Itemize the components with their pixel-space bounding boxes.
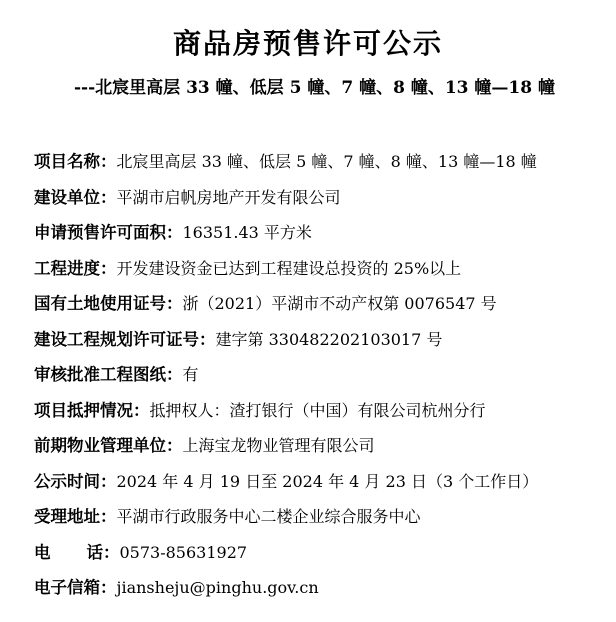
field-row-mortgage	[34, 397, 609, 433]
field-label: 国有土地使用证号：	[34, 294, 183, 313]
field-value: 上海宝龙物业管理有限公司	[182, 436, 375, 455]
field-value: 16351.43 平方米	[182, 223, 312, 242]
field-row-developer	[34, 184, 609, 220]
field-label: 申请预售许可面积：	[34, 223, 183, 242]
email-value: jiansheju@pinghu.gov.cn	[116, 578, 319, 597]
field-value: 平湖市启帆房地产开发有限公司	[116, 187, 341, 207]
field-row-planning-permit	[34, 326, 609, 362]
field-label: 建设单位：	[34, 187, 117, 207]
field-value: 抵押权人：渣打银行（中国）有限公司杭州分行	[149, 400, 486, 420]
field-list	[34, 148, 609, 610]
field-row-email	[34, 574, 609, 610]
field-row-publicity-period	[34, 468, 609, 504]
field-label: 审核批准工程图纸：	[34, 365, 183, 384]
field-value: 北宸里高层 33 幢、低层 5 幢、7 幢、8 幢、13 幢—18 幢	[116, 152, 537, 171]
document-subtitle: ---北宸里高层 33 幢、低层 5 幢、7 幢、8 幢、13 幢—18 幢	[74, 78, 555, 98]
field-value: 浙（2021）平湖市不动产权第 0076547 号	[182, 294, 497, 313]
field-row-presale-area	[34, 219, 609, 255]
field-row-address	[34, 503, 609, 539]
field-value: 建字第 330482202103017 号	[215, 329, 443, 349]
field-label: 项目名称：	[34, 152, 117, 171]
field-value: 平湖市行政服务中心二楼企业综合服务中心	[116, 507, 421, 526]
field-row-property-management	[34, 432, 609, 468]
field-label: 公示时间：	[34, 471, 117, 491]
field-value: 开发建设资金已达到工程建设总投资的 25%以上	[116, 258, 462, 278]
field-row-progress	[34, 255, 609, 291]
field-row-approved-drawings	[34, 361, 609, 397]
field-label-part1: 电	[34, 542, 51, 562]
phone-value: 0573-85631927	[119, 542, 248, 562]
field-label: 建设工程规划许可证号：	[34, 329, 216, 349]
field-label: 电子信箱：	[34, 578, 117, 597]
field-label: 工程进度：	[34, 258, 117, 278]
field-row-land-certificate	[34, 290, 609, 326]
field-value: 2024 年 4 月 19 日至 2024 年 4 月 23 日（3 个工作日）	[116, 471, 539, 491]
document-title: 商品房预售许可公示	[172, 27, 443, 60]
field-label: 受理地址：	[34, 507, 117, 526]
field-value: 有	[182, 365, 199, 384]
field-label: 前期物业管理单位：	[34, 436, 183, 455]
field-label: 项目抵押情况：	[34, 400, 150, 420]
field-row-phone	[34, 539, 609, 575]
field-label-part2: 话：	[86, 542, 120, 562]
field-row-project-name	[34, 148, 609, 184]
